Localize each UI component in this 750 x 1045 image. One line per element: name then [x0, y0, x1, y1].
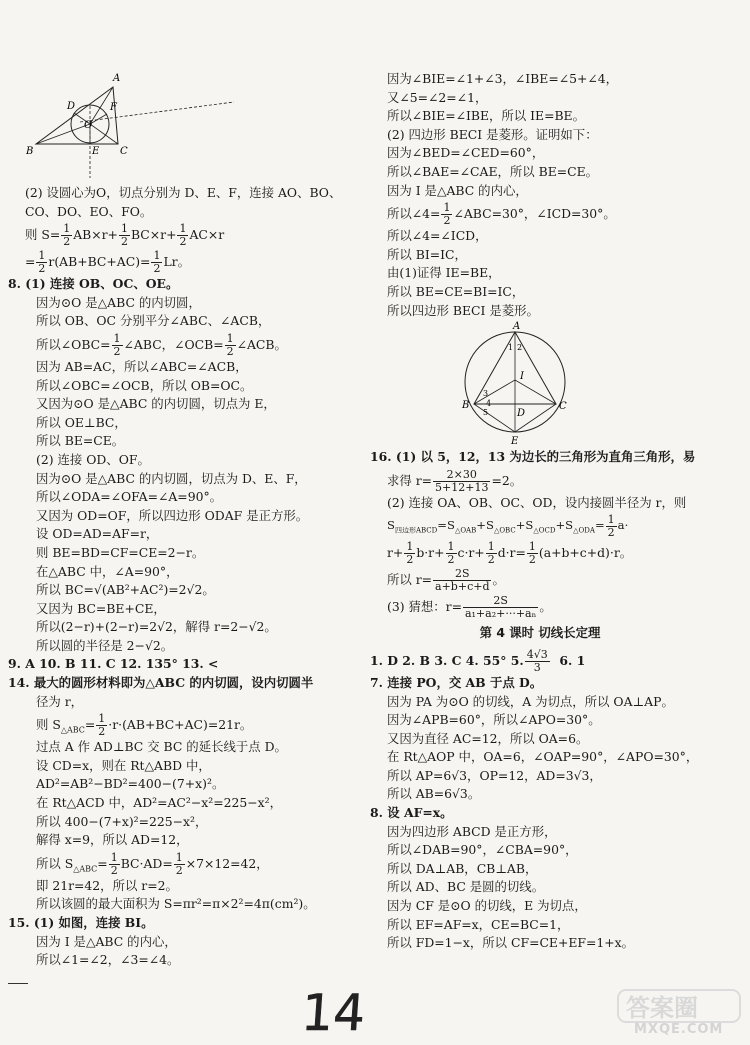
right-column	[370, 70, 710, 953]
text-line: 所以圆的半径是 2−√2。	[36, 637, 174, 653]
text-line: 因为 CF 是⊙O 的切线，E 为切点，	[387, 898, 587, 914]
fig-label-c: C	[120, 146, 128, 157]
section-heading: 第 4 课时 切线长定理	[479, 625, 601, 641]
text-line: 所以 EF=AF=x，CE=BC=1，	[387, 916, 570, 932]
text-line: 在 Rt△ACD 中，AD²=AC²−x²=225−x²，	[36, 795, 282, 811]
text-line: 所以∠OBC=∠OCB，所以 OB=OC。	[36, 377, 253, 393]
question-15-line: 15. (1) 如图，连接 BI。	[8, 915, 154, 930]
text-line: 所以 BE=CE。	[36, 433, 125, 449]
q14-area-line-2: 所以 $S_{\triangle ABC}=$ $\frac{1}{2}$ BC·AD= $\frac{1}{2}$ ×7×12=42，	[36, 850, 269, 877]
text-line: 又因为直径 AC=12，所以 OA=6。	[387, 730, 589, 746]
angle-formula-line: 所以∠OBC= $\frac{1}{2}$ ∠ABC，∠OCB= $\frac{1}{2}$ ∠ACB。	[36, 331, 287, 358]
text-line: 解得 x=9，所以 AD=12，	[36, 832, 189, 848]
text-line: 因为 PA 为⊙O 的切线，A 为切点，所以 OA⊥AP。	[387, 693, 674, 709]
text-line: 因为∠BIE=∠1+∠3，∠IBE=∠5+∠4，	[387, 71, 619, 86]
fig-label-b: B	[26, 146, 34, 157]
fig2-label-d: D	[517, 408, 526, 420]
text-line: 又因为⊙O 是△ABC 的内切圆，切点为 E，	[36, 396, 276, 412]
guess-formula-line: (3) 猜想：r= $\frac{2S}{\text{a₁+a₂+···+aₙ}}$ 。	[387, 594, 552, 621]
area-sum-line-2: r+ $\frac{1}{2}$ b·r+ $\frac{1}{2}$ c·r+ $\frac{1}{2}$ d·r= $\frac{1}{2}$ (a+b+c+d)·r。	[387, 540, 633, 567]
answers-1-6: 1. D 2. B 3. C 4. 55° 5. $\frac{4√3}{3}$ 6. 1	[370, 647, 586, 674]
answers-9-13: 9. A 10. B 11. C 12. 135° 13. <	[8, 656, 219, 672]
fig2-label-1: 1	[508, 343, 514, 353]
question-7-line: 7. 连接 PO，交 AB 于点 D。	[370, 674, 543, 690]
text-line: (2) 四边形 BECI 是菱形。证明如下：	[387, 126, 598, 142]
fig2-label-5: 5	[483, 408, 489, 418]
text-line: CO、DO、EO、FO。	[25, 203, 153, 219]
angle-half-line: 所以∠4= $\frac{1}{2}$ ∠ABC=30°，∠ICD=30°。	[387, 201, 616, 228]
text-line: 由(1)证得 IE=BE，	[387, 265, 501, 281]
text-line: 所以(2−r)+(2−r)=2√2，解得 r=2−√2。	[36, 619, 277, 635]
text-line: 所以∠1=∠2，∠3=∠4。	[36, 952, 180, 968]
text-line: 所以 AB=6√3。	[387, 786, 481, 802]
text-line: 过点 A 作 AD⊥BC 交 BC 的延长线于点 D。	[36, 739, 287, 755]
fig-label-e: E	[92, 146, 100, 157]
fig2-label-i: I	[520, 371, 524, 383]
text-line: 所以 FD=1−x，所以 CF=CE+EF=1+x。	[387, 935, 635, 951]
text-line: 因为∠APB=60°，所以∠APO=30°。	[387, 712, 601, 728]
fig2-label-b: B	[462, 400, 470, 412]
fig2-label-4: 4	[486, 399, 492, 409]
text-line: 因为 AB=AC，所以∠ABC=∠ACB，	[36, 358, 248, 374]
text-line: 所以 AD、BC 是圆的切线。	[387, 879, 545, 895]
fig-label-a: A	[113, 73, 121, 84]
text-line: 所以∠BIE=∠IBE，所以 IE=BE。	[387, 108, 585, 124]
text-line: 所以 BE=CE=BI=IC，	[387, 283, 525, 299]
text-line: 所以∠ODA=∠OFA=∠A=90°。	[36, 489, 223, 505]
text-line: 因为⊙O 是△ABC 的内切圆，切点为 D、E、F，	[36, 470, 307, 486]
incircle-figure	[8, 66, 330, 184]
text-line: (2) 连接 OD、OF。	[36, 451, 150, 467]
text-line: 又因为 OD=OF，所以四边形 ODAF 是正方形。	[36, 507, 309, 523]
fig2-label-2: 2	[517, 343, 523, 353]
text-line: 所以 400−(7+x)²=225−x²，	[36, 813, 208, 829]
handwritten-page-number	[299, 978, 368, 1042]
text-line: 因为∠BED=∠CED=60°，	[387, 145, 545, 161]
watermark-url: MXQE.COM	[634, 1022, 724, 1037]
text-line: 因为 I 是△ABC 的内心，	[387, 182, 528, 198]
fig2-label-3: 3	[483, 389, 489, 399]
question-8-line: 8. (1) 连接 OB、OC、OE。	[8, 276, 179, 292]
text-line: 又因为 BC=BE+CE，	[36, 600, 166, 616]
bottom-rule	[8, 983, 28, 984]
question-14-line: 14. 最大的圆形材料即为△ABC 的内切圆，设内切圆半	[8, 675, 314, 691]
text-line: 所以∠4=∠ICD，	[387, 228, 488, 244]
text-line: (2) 设圆心为O，切点分别为 D、E、F，连接 AO、BO、	[25, 185, 342, 200]
text-line: 在△ABC 中，∠A=90°，	[36, 563, 179, 579]
fig2-label-a: A	[513, 321, 521, 333]
fig2-label-e: E	[511, 436, 519, 448]
text-line: 则 BE=BD=CF=CE=2−r。	[36, 544, 205, 560]
text-line: 所以 BC=√(AB²+AC²)=2√2。	[36, 582, 215, 598]
text-line: 设 OD=AD=AF=r，	[36, 526, 159, 542]
q14-area-line: 则 $S_{\triangle ABC}=$ $\frac{1}{2}$ ·r·(AB+BC+AC)=21r。	[36, 712, 253, 739]
text-line: 所以 OB、OC 分别平分∠ABC、∠ACB，	[36, 313, 271, 329]
text-line: 所以 OE⊥BC，	[36, 414, 127, 430]
text-line: 所以四边形 BECI 是菱形。	[387, 302, 539, 318]
text-line: 又∠5=∠2=∠1，	[387, 89, 488, 105]
r16-formula-line: 求得 r= $\frac{2\times 30}{5+12+13}$ =2。	[387, 467, 523, 494]
text-line: AD²=AB²−BD²=400−(7+x)²。	[36, 776, 225, 792]
fig-label-d: D	[67, 101, 76, 112]
text-line: 即 21r=42，所以 r=2。	[36, 877, 178, 893]
left-column	[8, 66, 342, 970]
text-line: 所以该圆的最大面积为 S=πr²=π×2²=4π(cm²)。	[36, 896, 316, 912]
question-16-line: 16. (1) 以 5，12，13 为边长的三角形为直角三角形，易	[370, 449, 696, 465]
circumcircle-figure	[370, 320, 710, 448]
handwritten-text: 14	[299, 984, 368, 1042]
question-8b-line: 8. 设 AF=x。	[370, 805, 453, 821]
text-line: 因为四边形 ABCD 是正方形，	[387, 823, 557, 839]
area-formula-line: 则 S= $\frac{1}{2}$ AB×r+ $\frac{1}{2}$ BC×r+ $\frac{1}{2}$ AC×r	[25, 222, 225, 249]
area-formula-line-2: = $\frac{1}{2}$ r(AB+BC+AC)= $\frac{1}{2}$ Lr。	[25, 249, 190, 276]
text-line: 在 Rt△AOP 中，OA=6，∠OAP=90°，∠APO=30°，	[387, 749, 699, 765]
text-line: 因为 I 是△ABC 的内心，	[36, 933, 177, 949]
text-line: 所以 AP=6√3，OP=12，AD=3√3，	[387, 767, 602, 783]
text-line: 径为 r，	[36, 693, 84, 709]
fig2-label-c: C	[559, 401, 567, 413]
text-line: 所以∠DAB=90°，∠CBA=90°，	[387, 842, 578, 858]
text-line: 设 CD=x，则在 Rt△ABD 中，	[36, 757, 211, 773]
text-line: (2) 连接 OA、OB、OC、OD，设内接圆半径为 r，则	[387, 494, 687, 510]
watermark-text: 答案圈	[626, 994, 698, 1022]
text-line: 所以 BI=IC，	[387, 246, 467, 262]
text-line: 所以∠BAE=∠CAE，所以 BE=CE。	[387, 163, 599, 179]
r-formula-line: 所以 r= $\frac{2S}{a+b+c+d}$ 。	[387, 567, 505, 594]
text-line: 因为⊙O 是△ABC 的内切圆，	[36, 294, 201, 310]
text-line: 所以 DA⊥AB，CB⊥AB，	[387, 860, 538, 876]
area-sum-line: $S_{四边形ABCD}=S_{\triangle OAB}+S_{\triangle OBC}+S_{\triangle OCD}+S_{\triangle ODA}=$ $\frac{1}{2}$ a·	[387, 512, 629, 539]
fig-label-o: O	[84, 120, 93, 131]
fig-label-f: F	[110, 102, 117, 113]
